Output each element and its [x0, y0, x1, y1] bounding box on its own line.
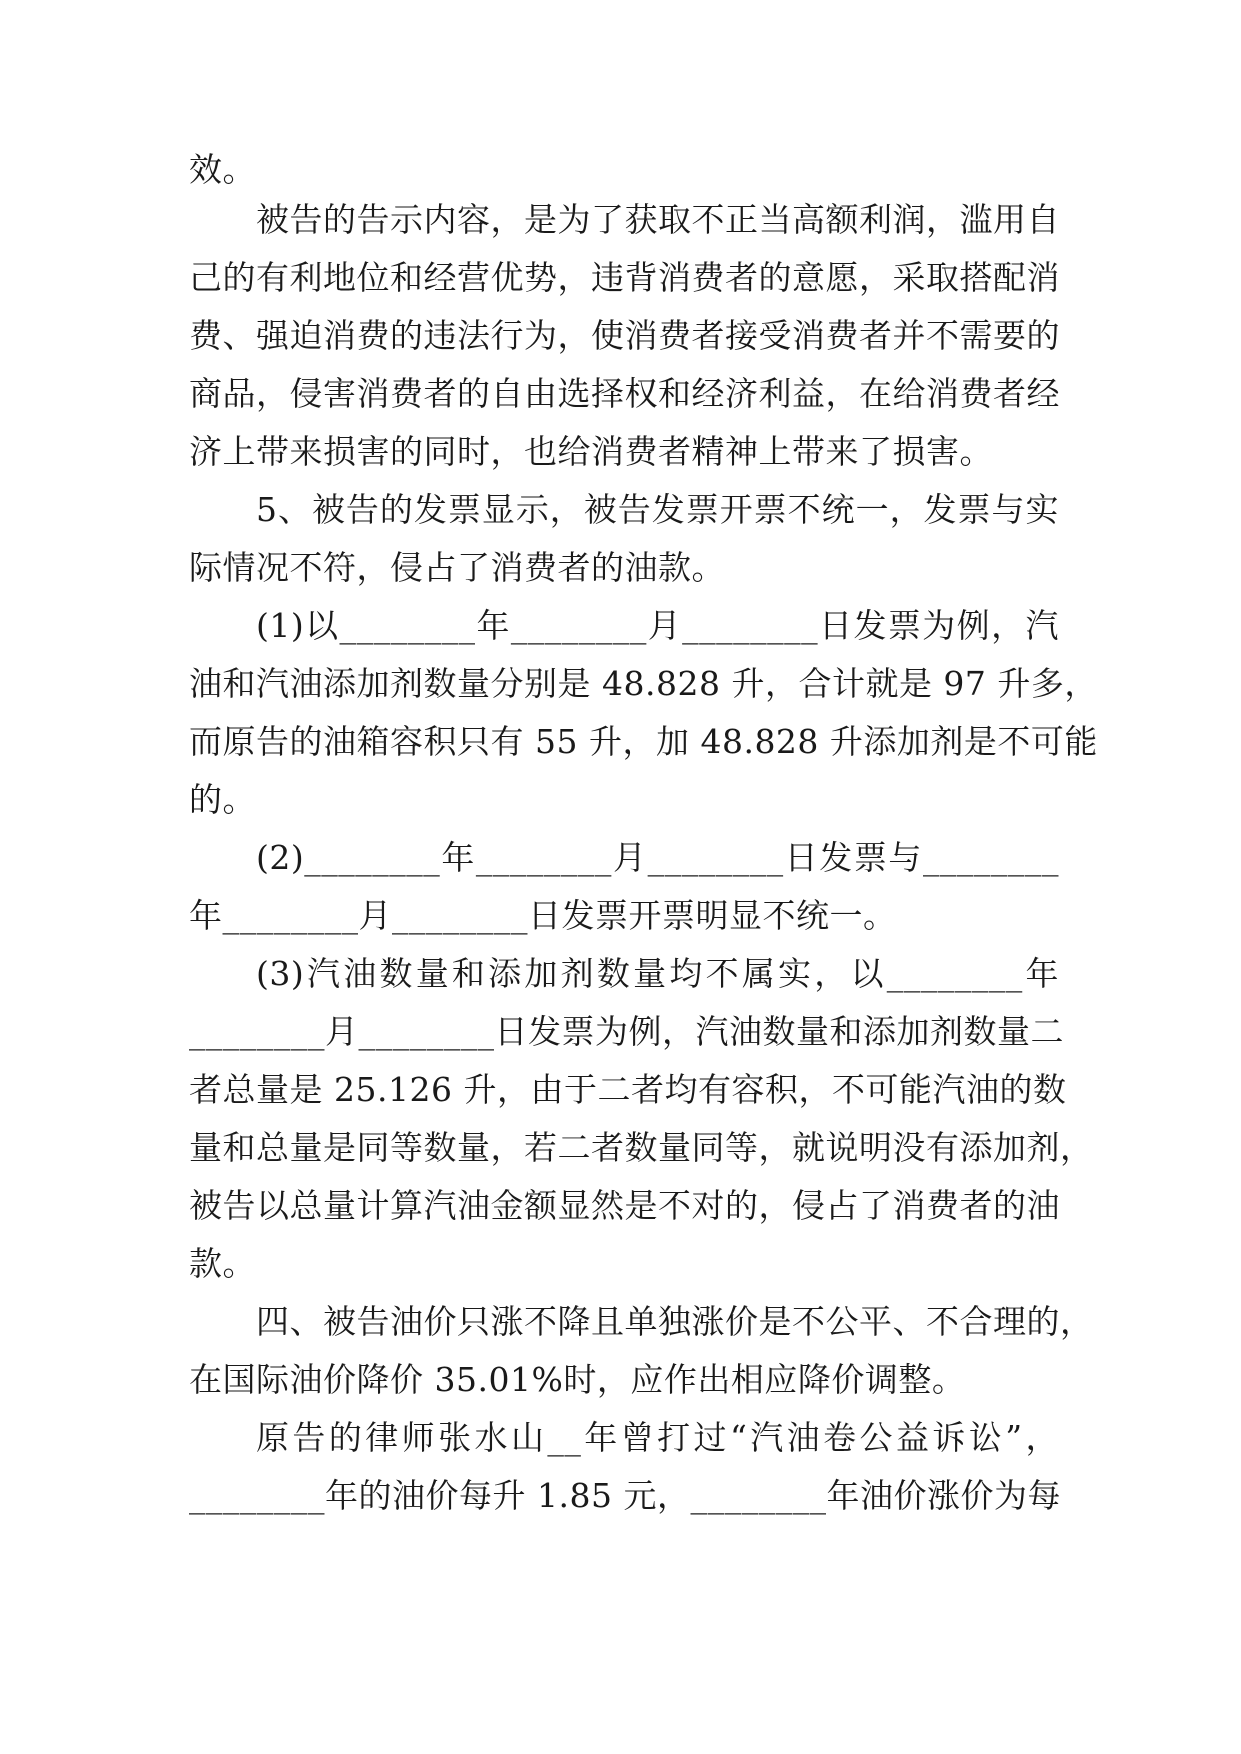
text-line: 被告以总量计算汽油金额显然是不对的，侵占了消费者的油 — [189, 1186, 1060, 1225]
text-line: ________年的油价每升 1.85 元，________年油价涨价为每 — [189, 1476, 1061, 1515]
text-line: 原告的律师张水山__年曾打过“汽油卷公益诉讼”， — [256, 1418, 1059, 1457]
text-line: 己的有利地位和经营优势，违背消费者的意愿，采取搭配消 — [189, 258, 1060, 297]
text-line: 被告的告示内容，是为了获取不正当高额利润，滥用自 — [256, 200, 1060, 239]
text-line: 5、被告的发票显示，被告发票开票不统一，发票与实 — [256, 490, 1059, 529]
text-line: (1)以________年________月________日发票为例，汽 — [256, 606, 1059, 645]
text-line: 费、强迫消费的违法行为，使消费者接受消费者并不需要的 — [189, 316, 1060, 355]
text-line: 的。 — [189, 780, 256, 819]
text-line: 际情况不符，侵占了消费者的油款。 — [189, 548, 725, 587]
text-line: 量和总量是同等数量，若二者数量同等，就说明没有添加剂， — [189, 1128, 1094, 1167]
text-line: 商品，侵害消费者的自由选择权和经济利益，在给消费者经 — [189, 374, 1060, 413]
text-line: 年________月________日发票开票明显不统一。 — [189, 896, 897, 935]
text-line: 济上带来损害的同时，也给消费者精神上带来了损害。 — [189, 432, 993, 471]
text-line: 效。 — [189, 150, 256, 189]
text-line: 者总量是 25.126 升，由于二者均有容积，不可能汽油的数 — [189, 1070, 1067, 1109]
text-line: (2)________年________月________日发票与________ — [256, 838, 1059, 877]
text-line: 四、被告油价只涨不降且单独涨价是不公平、不合理的， — [256, 1302, 1094, 1341]
text-line: 在国际油价降价 35.01%时，应作出相应降价调整。 — [189, 1360, 966, 1399]
text-line: 油和汽油添加剂数量分别是 48.828 升，合计就是 97 升多， — [189, 664, 1098, 703]
text-line: (3)汽油数量和添加剂数量均不属实，以________年 — [256, 954, 1059, 993]
text-line: 款。 — [189, 1244, 256, 1283]
text-line: ________月________日发票为例，汽油数量和添加剂数量二 — [189, 1012, 1064, 1051]
text-line: 而原告的油箱容积只有 55 升，加 48.828 升添加剂是不可能 — [189, 722, 1098, 761]
